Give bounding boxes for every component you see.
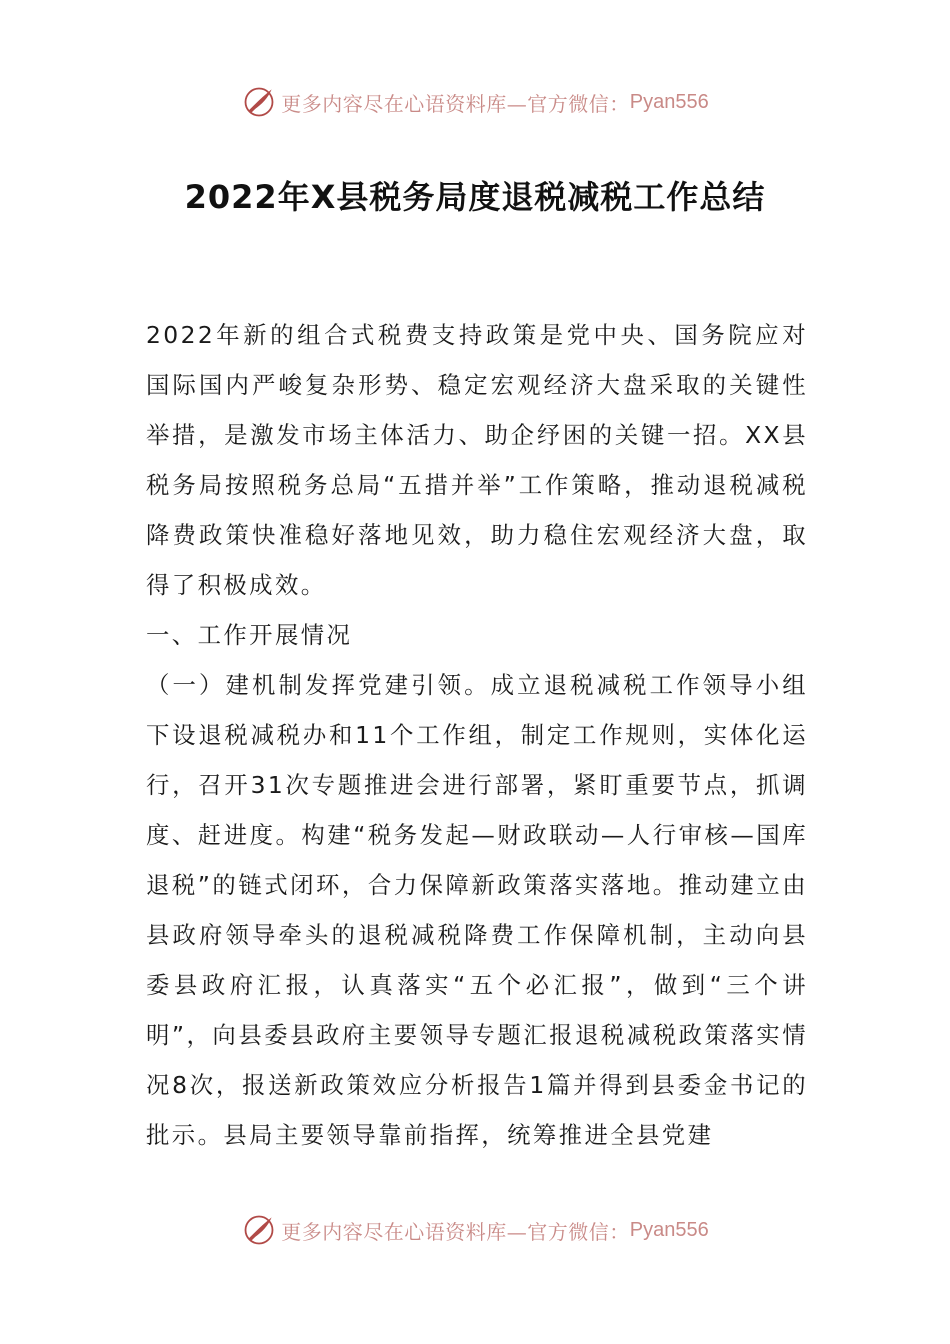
quill-logo-icon	[241, 1212, 277, 1248]
section-heading: 一、工作开展情况	[146, 621, 353, 649]
quill-logo-icon	[241, 84, 277, 120]
document-body	[146, 310, 808, 1160]
intro-paragraph: 2022年新的组合式税费支持政策是党中央、国务院应对国际国内严峻复杂形势、稳定宏观经济大盘采取的关键性举措，是激发市场主体活力、助企纾困的关键一招。XX县税务局按照税务总局“五措并举”工作策略，推动退税减税降费政策快准稳好落地见效，助力稳住宏观经济大盘，取得了积极成效。	[146, 321, 808, 599]
watermark-text: 更多内容尽在心语资料库—官方微信：	[281, 91, 630, 116]
watermark-header	[0, 82, 950, 122]
watermark-footer	[0, 1210, 950, 1250]
watermark-text: 更多内容尽在心语资料库—官方微信：	[281, 1219, 630, 1244]
body-paragraph: （一）建机制发挥党建引领。成立退税减税工作领导小组下设退税减税办和11个工作组，制定工作规则，实体化运行，召开31次专题推进会进行部署，紧盯重要节点，抓调度、赶进度。构建“税务发起—财政联动—人行审核—国库退税”的链式闭环，合力保障新政策落实落地。推动建立由县政府领导牵头的退税减税降费工作保障机制，主动向县委县政府汇报，认真落实“五个必汇报”，做到“三个讲明”，向县委县政府主要领导专题汇报退税减税政策落实情况8次，报送新政策效应分析报告1篇并得到县委金书记的批示。县局主要领导靠前指挥，统筹推进全县党建	[146, 671, 808, 1149]
watermark-wechat-id: Pyan556	[629, 90, 709, 113]
document-title: 2022年X县税务局度退税减税工作总结	[184, 178, 766, 216]
watermark-wechat-id: Pyan556	[629, 1218, 709, 1241]
